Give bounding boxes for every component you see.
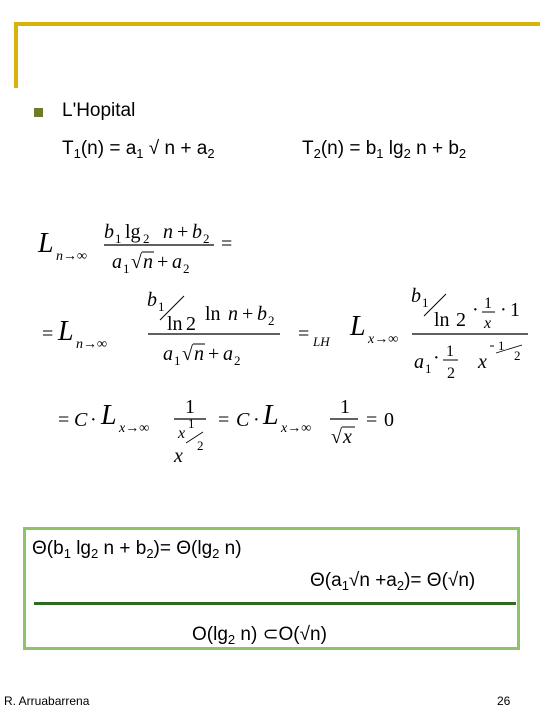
limit-subscript-5: x→∞ [281, 421, 312, 436]
den3-exp-two: 2 [514, 348, 521, 363]
limit-symbol-3: L [350, 311, 366, 342]
num2-ln: ln [167, 313, 183, 335]
numerator-lg-sub: 2 [143, 231, 150, 246]
num3-ln: ln [434, 309, 450, 331]
num2-n: n [228, 303, 238, 325]
equals-lh: = [298, 323, 310, 345]
numerator-b2: b [192, 221, 202, 243]
num2-ln-b: ln [205, 303, 221, 325]
den2-a2: a [223, 343, 233, 365]
den5-sqrt: √ [331, 426, 342, 448]
numerator-plus: + [177, 221, 189, 243]
num3-b: b [411, 285, 421, 307]
const-c-1: C [74, 409, 88, 431]
den3-exp-one: 1 [498, 338, 505, 353]
num4-one: 1 [185, 396, 195, 418]
num3-dot2: · [500, 299, 507, 321]
denominator-a: a [112, 251, 122, 273]
limit-subscript-3: x→∞ [368, 332, 399, 347]
num2-b2-sub: 2 [268, 313, 275, 328]
bullet-icon [34, 108, 43, 117]
limit-subscript-1: n→∞ [56, 249, 87, 264]
numerator-lg: lg [125, 221, 141, 243]
equals-2: = [42, 323, 54, 345]
limit-symbol-2: L [58, 316, 74, 347]
num2-two: 2 [186, 313, 196, 335]
num3-b-sub: 1 [422, 295, 429, 310]
slide-corner-vertical [14, 22, 18, 88]
limit-symbol-4: L [101, 400, 117, 431]
num2-b2: b [257, 303, 267, 325]
den4-x: x [178, 425, 186, 442]
denominator-plus: + [157, 251, 169, 273]
limit-symbol-5: L [263, 400, 279, 431]
lhopital-derivation [0, 200, 540, 480]
den5-x: x [343, 426, 352, 448]
slide-corner-horizontal [14, 22, 540, 26]
const-c-2: C [236, 409, 250, 431]
equals-4: = [218, 409, 230, 431]
numerator-n: n [163, 221, 173, 243]
num5-one: 1 [340, 396, 350, 418]
equals-5: = [366, 409, 378, 431]
den3-half-two: 2 [447, 365, 455, 382]
denominator-n: n [143, 251, 153, 273]
den2-a-sub: 1 [174, 353, 181, 368]
den3-a: a [414, 351, 424, 373]
theta-a-result: $\Theta(a_1√n +a_2)= \Theta(√n)$ [310, 570, 476, 593]
formula-t1: $T_1(n) = a_1$ √ $n + a_2$ [62, 138, 215, 161]
separator-line [34, 602, 516, 605]
den2-a2-sub: 2 [234, 353, 241, 368]
theta-b-result: $\Theta(b_1$ $\lg_2 n + b_2)= \Theta(\lg_2$ n) [32, 538, 242, 561]
den3-dot: · [433, 347, 440, 369]
numerator-b-sub: 1 [115, 231, 122, 246]
limit-symbol-1: L [38, 228, 54, 259]
denominator-a2: a [172, 251, 182, 273]
den2-sqrt: √ [182, 343, 193, 365]
bullet-title: L'Hopital [62, 100, 136, 121]
footer-page-number: 26 [497, 694, 511, 708]
denominator-a2-sub: 2 [183, 261, 190, 276]
dot-1: · [90, 409, 97, 431]
num3-one: 1 [510, 299, 520, 321]
num2-b: b [147, 289, 157, 311]
den3-a-sub: 1 [425, 361, 432, 376]
den2-n: n [194, 343, 204, 365]
equals-1: = [221, 233, 233, 255]
den3-x: x [478, 351, 487, 373]
num2-plus: + [242, 303, 254, 325]
den2-a: a [163, 343, 173, 365]
den3-half-one: 1 [446, 343, 454, 360]
numerator-b2-sub: 2 [203, 231, 210, 246]
numerator-b: b [104, 221, 114, 243]
formula-t2: $T_2(n) = b_1$ $\lg_2 n + b_2$ [302, 138, 467, 161]
num3-frac-one: 1 [484, 295, 492, 312]
order-result: $O(\lg_2$ n) ⊂O(√n) [192, 624, 327, 647]
den4-exp-one: 1 [188, 416, 195, 431]
equals-3: = [58, 409, 70, 431]
denominator-a-sub: 1 [123, 261, 130, 276]
num3-frac-x: x [484, 315, 492, 332]
limit-subscript-2: n→∞ [76, 337, 107, 352]
den2-plus: + [208, 343, 220, 365]
lh-label: LH [313, 334, 330, 349]
limit-subscript-4: x→∞ [119, 421, 150, 436]
num2-b-sub: 1 [158, 299, 165, 314]
den4-exp-two: 2 [197, 438, 204, 453]
zero: 0 [384, 409, 394, 431]
dot-2: · [253, 409, 260, 431]
den4-x-big: x [174, 445, 183, 467]
denominator-sqrt: √ [131, 251, 142, 273]
num3-dot: · [472, 299, 479, 321]
footer-author: R. Arruabarrena [4, 694, 90, 708]
num3-two: 2 [456, 309, 466, 331]
